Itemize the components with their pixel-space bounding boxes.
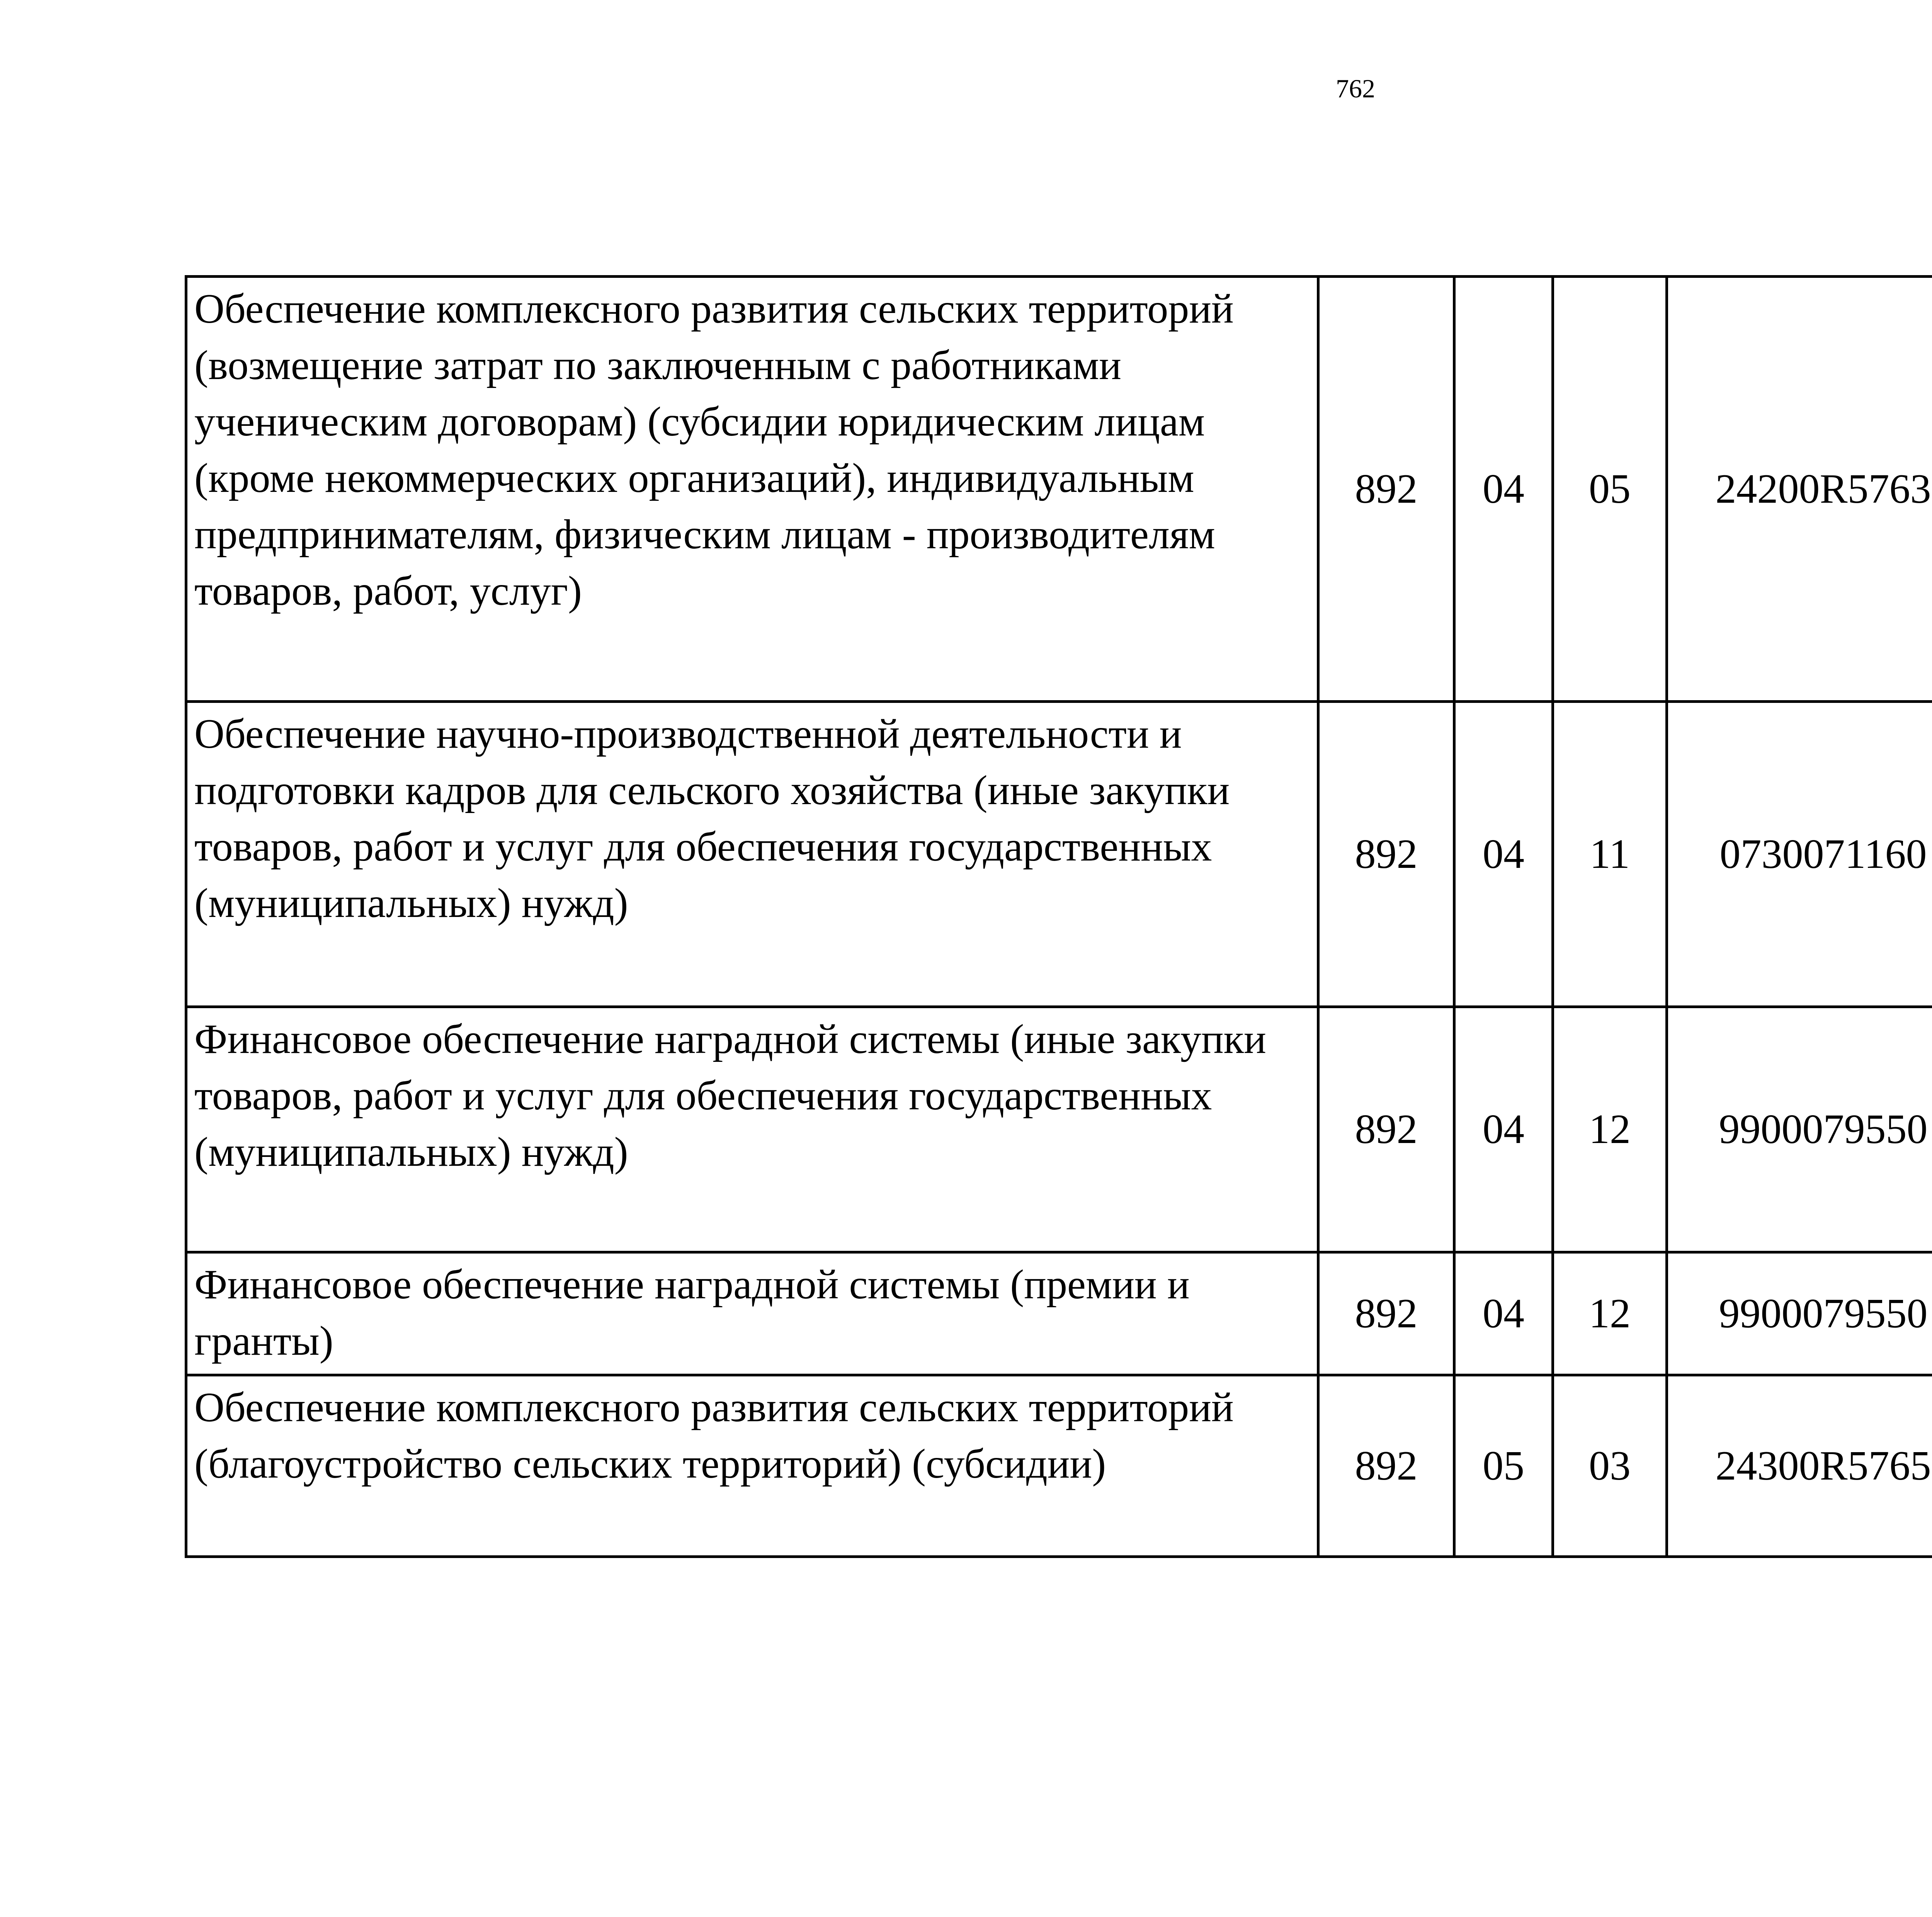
ministry-code: 892: [1318, 1375, 1454, 1557]
table-row: [186, 1007, 1932, 1252]
subsection-code: 05: [1553, 277, 1667, 702]
ministry-code: 892: [1318, 1007, 1454, 1252]
section-code: 04: [1454, 277, 1553, 702]
row-description: Обеспечение научно-производственной деятельности и подготовки кадров для сельского хозяйства (иные закупки товаров, работ и услуг для обеспечения государственных (муниципальных) нужд): [186, 702, 1318, 1007]
subsection-code: 03: [1553, 1375, 1667, 1557]
table-row: [186, 1375, 1932, 1557]
target-article-code: 0730071160: [1667, 702, 1932, 1007]
row-description: Финансовое обеспечение наградной системы (иные закупки товаров, работ и услуг для обеспечения государственных (муниципальных) нужд): [186, 1007, 1318, 1252]
section-code: 04: [1454, 702, 1553, 1007]
budget-table: [185, 275, 1932, 1558]
row-description: Обеспечение комплексного развития сельских территорий (возмещение затрат по заключенным с работниками ученическим договорам) (субсидии юридическим лицам (кроме некоммерческих организаций), индивидуальным предпринимателям, физическим лицам - производителям товаров, работ, услуг): [186, 277, 1318, 702]
section-code: 04: [1454, 1007, 1553, 1252]
subsection-code: 12: [1553, 1007, 1667, 1252]
target-article-code: 9900079550: [1667, 1252, 1932, 1375]
row-description: Финансовое обеспечение наградной системы (премии и гранты): [186, 1252, 1318, 1375]
table-row: [186, 702, 1932, 1007]
subsection-code: 12: [1553, 1252, 1667, 1375]
ministry-code: 892: [1318, 702, 1454, 1007]
target-article-code: 24200R5763: [1667, 277, 1932, 702]
section-code: 05: [1454, 1375, 1553, 1557]
ministry-code: 892: [1318, 1252, 1454, 1375]
ministry-code: 892: [1318, 277, 1454, 702]
section-code: 04: [1454, 1252, 1553, 1375]
table-row: [186, 277, 1932, 702]
target-article-code: 9900079550: [1667, 1007, 1932, 1252]
target-article-code: 24300R5765: [1667, 1375, 1932, 1557]
table-row: [186, 1252, 1932, 1375]
subsection-code: 11: [1553, 702, 1667, 1007]
page-number: 762: [1336, 74, 1375, 103]
row-description: Обеспечение комплексного развития сельских территорий (благоустройство сельских территорий) (субсидии): [186, 1375, 1318, 1557]
